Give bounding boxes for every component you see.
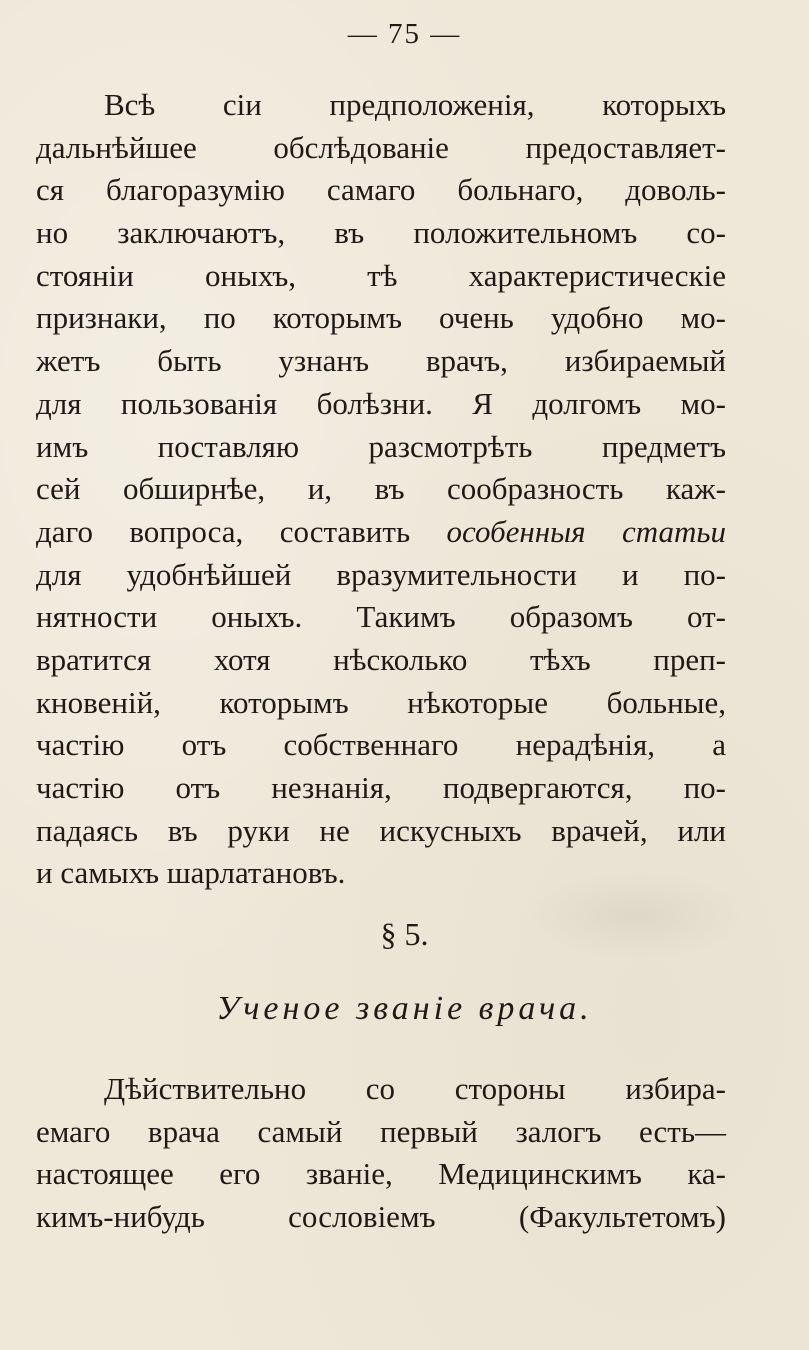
- text-line: для удобнѣйшей вразумительности и по-: [36, 556, 726, 592]
- text-line: Всѣ сіи предположенія, которыхъ: [104, 87, 726, 122]
- section-title: Ученое званіе врача.: [216, 990, 593, 1027]
- paragraph-1: [36, 84, 726, 895]
- text-line: ся благоразумію самаго больнаго, доволь-: [36, 172, 726, 208]
- text-line: падаясь въ руки не искусныхъ врачей, или: [36, 812, 726, 848]
- text-line: жетъ быть узнанъ врачъ, избираемый: [36, 343, 726, 379]
- page-number: — 75 —: [347, 18, 462, 50]
- text-line: дальнѣйшее обслѣдованіе предоставляет-: [36, 129, 726, 165]
- text-line: имъ поставляю разсмотрѣть предметъ: [36, 428, 726, 464]
- text-line: для пользованія болѣзни. Я долгомъ мо-: [36, 385, 726, 421]
- paragraph-2: [36, 1068, 726, 1239]
- text-line: вратится хотя нѣсколько тѣхъ преп-: [36, 641, 726, 677]
- text-line: стояніи оныхъ, тѣ характеристическіе: [36, 257, 726, 293]
- text-line: сей обширнѣе, и, въ сообразность каж-: [36, 471, 726, 507]
- section-mark: § 5.: [380, 916, 429, 952]
- italic-phrase: особенныя статьи: [446, 513, 727, 549]
- text-line: но заключаютъ, въ положительномъ со-: [36, 215, 726, 251]
- text-line: и самыхъ шарлатановъ.: [36, 855, 346, 891]
- text-line: кимъ-нибудь сословіемъ (Факультетомъ): [36, 1199, 726, 1235]
- text-line: нятности оныхъ. Такимъ образомъ от-: [36, 599, 726, 635]
- text-line: кновеній, которымъ нѣкоторые больные,: [36, 684, 726, 720]
- text-line: емаго врача самый первый залогъ есть—: [36, 1113, 726, 1149]
- text-fragment: даго вопроса, составить: [36, 513, 411, 549]
- text-line: настоящее его званіе, Медицинскимъ ка-: [36, 1156, 726, 1192]
- text-line: частію отъ собственнаго нерадѣнія, а: [36, 727, 726, 763]
- text-line-with-italic: [36, 511, 726, 554]
- text-line: Дѣйствительно со стороны избира-: [104, 1071, 726, 1106]
- text-line: признаки, по которымъ очень удобно мо-: [36, 300, 726, 336]
- text-line: частію отъ незнанія, подвергаются, по-: [36, 770, 726, 805]
